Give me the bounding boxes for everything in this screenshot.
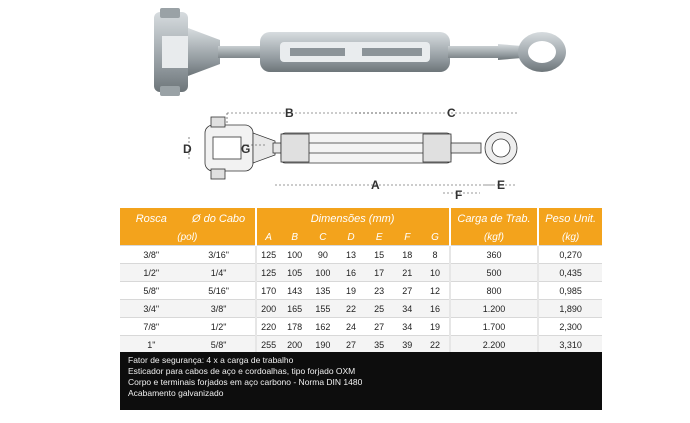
dim-label-e: E <box>497 178 506 192</box>
cell-cabo: 1/4" <box>183 264 256 282</box>
cell-g: 10 <box>421 264 449 282</box>
cell-b: 105 <box>281 264 309 282</box>
cell-d: 27 <box>337 336 365 354</box>
cell-d: 19 <box>337 282 365 300</box>
header-col-e: E <box>365 230 393 246</box>
cell-cabo: 1/2" <box>183 318 256 336</box>
cell-e: 15 <box>365 246 393 264</box>
cell-e: 25 <box>365 300 393 318</box>
cell-c: 162 <box>309 318 337 336</box>
cell-a: 170 <box>256 282 281 300</box>
turnbuckle-drawing <box>175 103 535 203</box>
table-row <box>120 336 602 354</box>
note-line: Esticador para cabos de aço e cordoalhas, tipo forjado OXM <box>128 366 356 376</box>
table-row <box>120 300 602 318</box>
cell-f: 34 <box>393 300 421 318</box>
table-row <box>120 282 602 300</box>
note-line: Acabamento galvanizado <box>128 388 224 398</box>
header-dimensoes: Dimensões (mm) <box>256 208 450 230</box>
header-col-b: B <box>281 230 309 246</box>
cell-rosca: 7/8" <box>120 318 183 336</box>
cell-cabo: 3/8" <box>183 300 256 318</box>
cell-b: 100 <box>281 246 309 264</box>
cell-b: 143 <box>281 282 309 300</box>
header-rosca: Rosca <box>120 208 183 230</box>
cell-e: 23 <box>365 282 393 300</box>
cell-b: 165 <box>281 300 309 318</box>
cell-g: 16 <box>421 300 449 318</box>
header-pol: (pol) <box>120 230 256 246</box>
cell-carga: 360 <box>450 246 539 264</box>
cell-a: 125 <box>256 264 281 282</box>
dim-label-b: B <box>285 106 294 120</box>
note-line: Fator de segurança: 4 x a carga de trabalho <box>128 355 294 365</box>
header-peso: Peso Unit. <box>538 208 602 230</box>
cell-rosca: 1" <box>120 336 183 354</box>
dim-label-c: C <box>447 106 456 120</box>
cell-a: 125 <box>256 246 281 264</box>
cell-carga: 1.700 <box>450 318 539 336</box>
cell-peso: 0,270 <box>538 246 602 264</box>
cell-e: 35 <box>365 336 393 354</box>
cell-g: 8 <box>421 246 449 264</box>
cell-peso: 0,435 <box>538 264 602 282</box>
header-col-g: G <box>421 230 449 246</box>
cell-e: 27 <box>365 318 393 336</box>
cell-c: 135 <box>309 282 337 300</box>
cell-b: 178 <box>281 318 309 336</box>
cell-cabo: 3/16" <box>183 246 256 264</box>
table-row <box>120 246 602 264</box>
header-carga: Carga de Trab. <box>450 208 539 230</box>
cell-a: 255 <box>256 336 281 354</box>
cell-rosca: 5/8" <box>120 282 183 300</box>
dim-label-a: A <box>371 178 380 192</box>
header-peso-unit: (kg) <box>538 230 602 246</box>
turnbuckle-photo <box>150 6 590 98</box>
cell-g: 19 <box>421 318 449 336</box>
cell-f: 39 <box>393 336 421 354</box>
cell-c: 90 <box>309 246 337 264</box>
cell-carga: 1.200 <box>450 300 539 318</box>
cell-d: 16 <box>337 264 365 282</box>
note-line: Corpo e terminais forjados em aço carbono - Norma DIN 1480 <box>128 377 363 387</box>
cell-carga: 2.200 <box>450 336 539 354</box>
notes-box <box>120 352 602 410</box>
cell-f: 34 <box>393 318 421 336</box>
cell-c: 190 <box>309 336 337 354</box>
dim-label-d: D <box>183 142 192 156</box>
table-row <box>120 318 602 336</box>
cell-peso: 2,300 <box>538 318 602 336</box>
cell-a: 220 <box>256 318 281 336</box>
cell-peso: 3,310 <box>538 336 602 354</box>
cell-rosca: 3/8" <box>120 246 183 264</box>
cell-d: 22 <box>337 300 365 318</box>
header-carga-unit: (kgf) <box>450 230 539 246</box>
cell-d: 13 <box>337 246 365 264</box>
cell-g: 12 <box>421 282 449 300</box>
cell-cabo: 5/8" <box>183 336 256 354</box>
cell-f: 21 <box>393 264 421 282</box>
cell-e: 17 <box>365 264 393 282</box>
cell-d: 24 <box>337 318 365 336</box>
cell-peso: 0,985 <box>538 282 602 300</box>
dim-label-g: G <box>241 142 251 156</box>
cell-cabo: 5/16" <box>183 282 256 300</box>
cell-f: 27 <box>393 282 421 300</box>
cell-a: 200 <box>256 300 281 318</box>
header-col-f: F <box>393 230 421 246</box>
header-cabo: Ø do Cabo <box>183 208 256 230</box>
cell-carga: 800 <box>450 282 539 300</box>
cell-c: 100 <box>309 264 337 282</box>
cell-rosca: 1/2" <box>120 264 183 282</box>
cell-c: 155 <box>309 300 337 318</box>
cell-f: 18 <box>393 246 421 264</box>
cell-carga: 500 <box>450 264 539 282</box>
cell-b: 200 <box>281 336 309 354</box>
table-row <box>120 264 602 282</box>
dim-label-f: F <box>455 188 463 202</box>
header-col-d: D <box>337 230 365 246</box>
cell-rosca: 3/4" <box>120 300 183 318</box>
cell-g: 22 <box>421 336 449 354</box>
header-col-a: A <box>256 230 281 246</box>
cell-peso: 1,890 <box>538 300 602 318</box>
specs-table <box>120 208 602 353</box>
header-col-c: C <box>309 230 337 246</box>
